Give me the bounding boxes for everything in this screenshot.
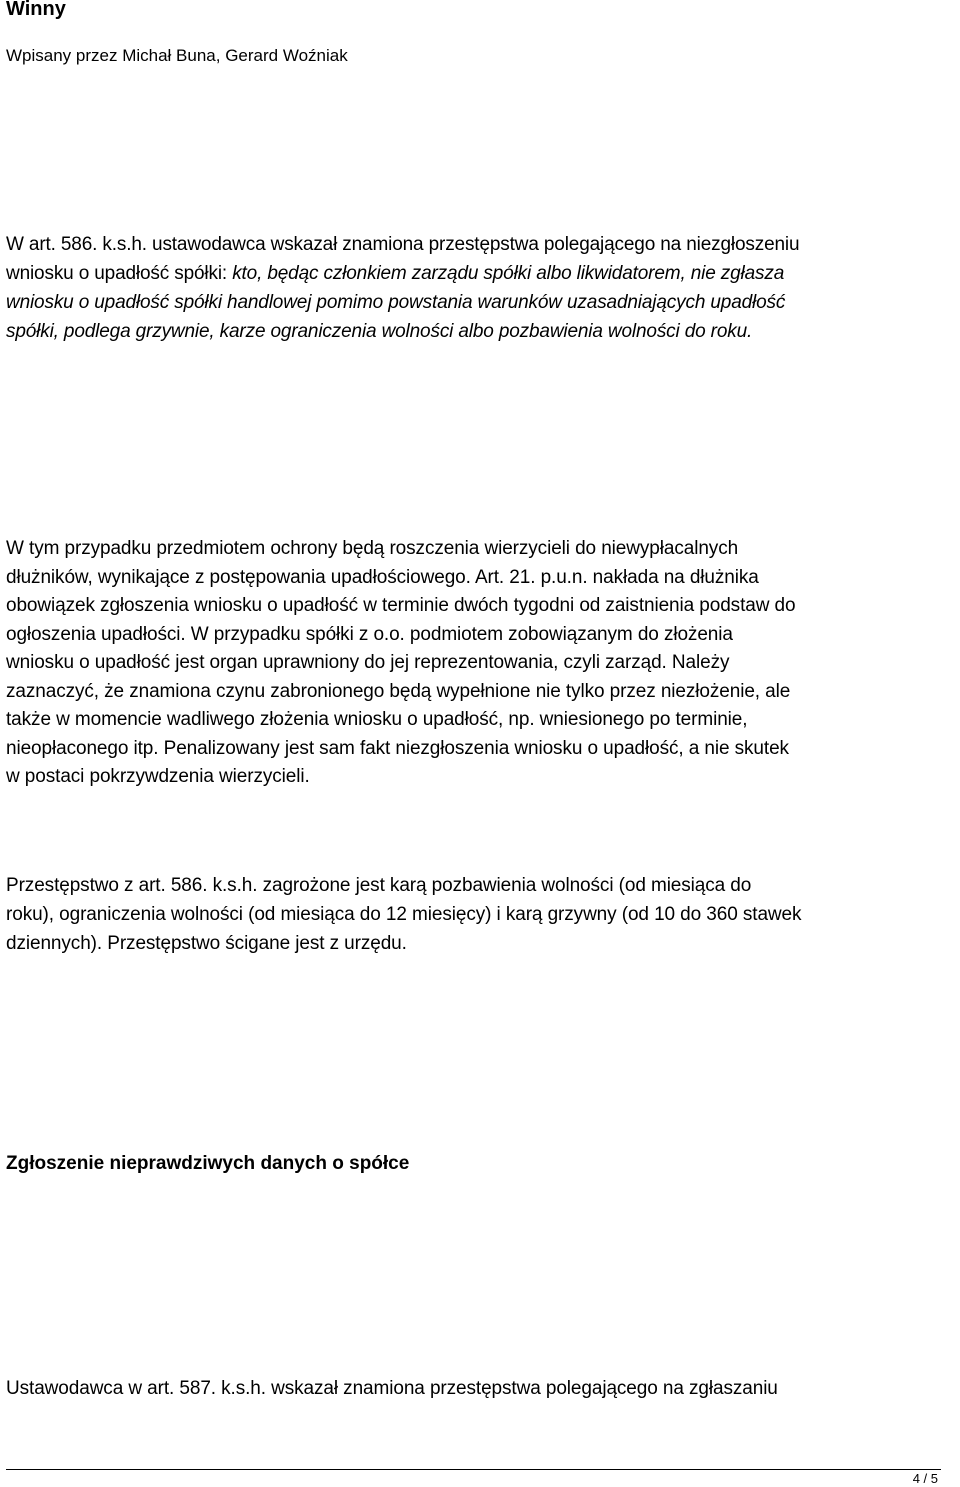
paragraph-line: W tym przypadku przedmiotem ochrony będą roszczenia wierzycieli do niewypłacalnych: [6, 538, 739, 559]
paragraph-line: obowiązek zgłoszenia wniosku o upadłość w terminie dwóch tygodni od zaistnienia podstaw do: [6, 595, 796, 616]
paragraph-line: dziennych). Przestępstwo ścigane jest z urzędu.: [6, 933, 407, 954]
statute-quote: wniosku o upadłość spółki handlowej pomimo powstania warunków uzasadniających upadłość: [6, 292, 786, 313]
paragraph-line: w postaci pokrzywdzenia wierzycieli.: [6, 766, 310, 787]
paragraph-line: [6, 259, 956, 288]
paragraph-art-586: [6, 230, 956, 346]
document-title: Winny: [6, 0, 66, 20]
paragraph-line: dłużników, wynikające z postępowania upadłościowego. Art. 21. p.u.n. nakłada na dłużnika: [6, 566, 759, 588]
paragraph-line: Przestępstwo z art. 586. k.s.h. zagrożone jest karą pozbawienia wolności (od miesiąca do: [6, 875, 752, 896]
paragraph-line: wniosku o upadłość jest organ uprawniony do jej reprezentowania, czyli zarząd. Należy: [6, 652, 730, 673]
paragraph-protection-object: [6, 535, 956, 792]
footer-divider: [6, 1469, 941, 1470]
statute-quote: kto, będąc członkiem zarządu spółki albo likwidatorem, nie zgłasza: [232, 263, 785, 284]
page-number: 4 / 5: [912, 1471, 938, 1486]
statute-quote: spółki, podlega grzywnie, karze ograniczenia wolności albo pozbawienia wolności do roku.: [6, 321, 753, 342]
paragraph-line: zaznaczyć, że znamiona czynu zabronionego będą wypełnione nie tylko przez niezłożenie, ale: [6, 680, 791, 702]
paragraph-line: nieopłaconego itp. Penalizowany jest sam fakt niezgłoszenia wniosku o upadłość, a nie skutek: [6, 737, 789, 759]
paragraph-text: wniosku o upadłość spółki:: [6, 263, 233, 284]
paragraph-line: ogłoszenia upadłości. W przypadku spółki z o.o. podmiotem zobowiązanym do złożenia: [6, 623, 733, 645]
paragraph-penalty: [6, 871, 956, 958]
paragraph-line: roku), ograniczenia wolności (od miesiąca do 12 miesięcy) i karą grzywny (od 10 do 360 stawek: [6, 904, 802, 925]
paragraph-art-587: [6, 1375, 956, 1403]
paragraph-line: W art. 586. k.s.h. ustawodawca wskazał znamiona przestępstwa polegającego na niezgłoszeniu: [6, 234, 800, 255]
paragraph-line: Ustawodawca w art. 587. k.s.h. wskazał znamiona przestępstwa polegającego na zgłaszaniu: [6, 1378, 778, 1399]
paragraph-line: także w momencie wadliwego złożenia wniosku o upadłość, np. wniesionego po terminie,: [6, 709, 748, 730]
document-authors: Wpisany przez Michał Buna, Gerard Woźniak: [6, 46, 348, 65]
section-heading: Zgłoszenie nieprawdziwych danych o spółce: [6, 1153, 410, 1174]
